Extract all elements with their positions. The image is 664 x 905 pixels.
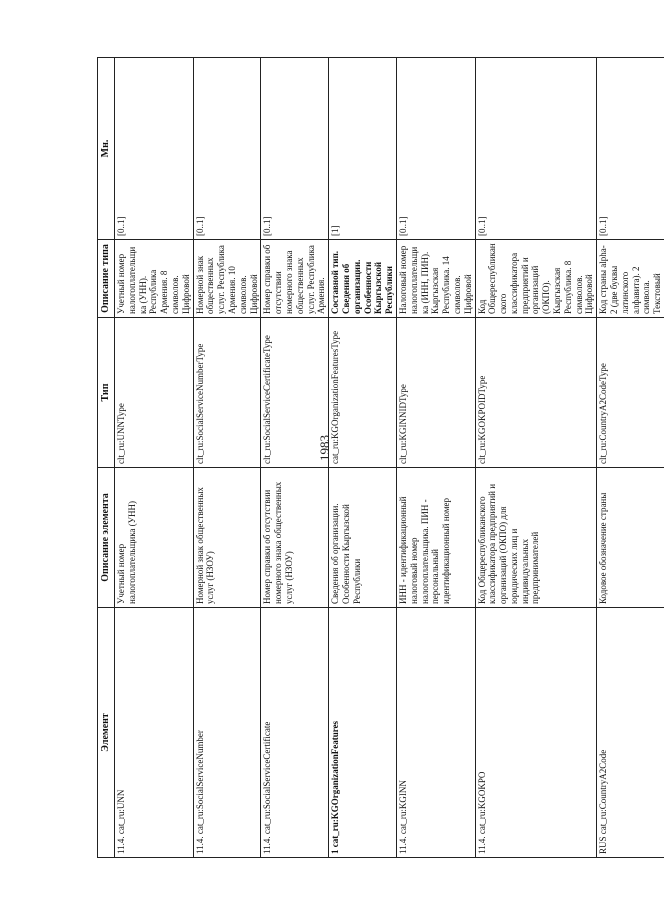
table-row	[475, 57, 597, 857]
cell-multiplicity-text: [0..1]	[262, 216, 273, 236]
cell-element	[597, 608, 664, 858]
cell-element-description	[115, 468, 194, 608]
cell-element-description-text: Номер справки об отсутствии номерного знака общественных услуг (НЗОУ)	[262, 481, 294, 604]
cell-multiplicity	[115, 57, 194, 239]
table-row	[193, 57, 261, 857]
cell-element-description	[261, 468, 329, 608]
cell-multiplicity	[396, 57, 475, 239]
cell-type-description-text: Код страны alpha-2 (две буквы латинского алфавита). 2 символа. Текстовый	[598, 245, 663, 314]
cell-type	[261, 318, 329, 468]
cell-type-description	[115, 240, 194, 318]
header-element: Элемент	[98, 608, 115, 858]
cell-multiplicity	[475, 57, 597, 239]
cell-element-description	[396, 468, 475, 608]
cell-type-description-text: Налоговый номер налогоплательщика (ИНН, ПИН). Кыргызская Республика. 14 символов. Цифровой	[397, 245, 473, 314]
header-type: Тип	[98, 318, 115, 468]
cell-element	[396, 608, 475, 858]
cell-type-text: clt_ru:KGINNIDType	[397, 384, 408, 464]
cell-multiplicity	[329, 57, 397, 239]
cell-type-description	[193, 240, 261, 318]
cell-element-description-text: Учетный номер налогоплательщика (УНН)	[116, 500, 137, 604]
cell-type-description	[261, 240, 329, 318]
table-row	[597, 57, 664, 857]
cell-element-description-text: ИНН - идентификационный налоговый номер налогоплательщика. ПИН - персональный идентификационный номер	[397, 496, 452, 604]
element-name: cat_ru:KGOrganizationFeatures	[330, 720, 341, 848]
cell-type-text: cat_ru:KGOrganizationFeaturesType	[330, 330, 341, 464]
cell-type-text: clt_ru:CountryA2CodeType	[598, 363, 609, 464]
cell-multiplicity-text: [0..1]	[194, 216, 205, 236]
element-level: 11.4.	[397, 836, 408, 854]
cell-multiplicity	[193, 57, 261, 239]
cell-multiplicity-text: [0..1]	[476, 216, 487, 236]
cell-element-description	[475, 468, 597, 608]
cell-type	[597, 318, 664, 468]
cell-element-description-text: Сведения об организации. Особенности Кыргызской Республики	[330, 503, 362, 604]
element-level: RUS	[598, 836, 609, 854]
header-type-description: Описание типа	[98, 240, 115, 318]
element-name: cat_ru:KGINN	[397, 780, 408, 835]
cell-type-description	[396, 240, 475, 318]
cell-type-description-text: Номер справки об отсутствии номерного знака общественных услуг. Республика Армения.	[262, 244, 327, 314]
cell-element-description-text: Код Общереспубликанского классификатора предприятий и организаций (ОКПО) для юридических лиц и индивидуальных предпринимателей	[476, 483, 541, 604]
cell-type-description	[475, 240, 597, 318]
element-name: cat_ru:UNN	[116, 789, 126, 835]
element-name: cat_ru:KGOKPO	[476, 771, 487, 835]
page-number: 1983	[317, 435, 332, 461]
element-level: 11.4.	[476, 836, 487, 854]
cell-type-description-text: Составной тип. Сведения об организации. Особенности Кыргызской Республики	[330, 250, 395, 314]
table-row	[115, 57, 194, 857]
header-multiplicity: Мн.	[98, 57, 115, 239]
cell-multiplicity-text: [0..1]	[116, 216, 126, 236]
cell-multiplicity-text: [0..1]	[598, 216, 609, 236]
cell-type-text: clt_ru:UNNType	[116, 403, 126, 464]
cell-multiplicity	[261, 57, 329, 239]
table-row	[261, 57, 329, 857]
cell-type-text: clt_ru:SocialServiceCertificateType	[262, 335, 273, 464]
cell-multiplicity-text: [1]	[330, 225, 341, 236]
cell-type-description	[597, 240, 664, 318]
element-name: cat_ru:CountryA2Code	[598, 749, 609, 835]
element-level: 11.4.	[116, 836, 126, 854]
cell-element-description-text: Кодовое обозначение страны	[598, 492, 609, 604]
cell-type	[396, 318, 475, 468]
cell-type	[329, 318, 397, 468]
element-name: cat_ru:SocialServiceNumber	[194, 730, 205, 835]
cell-element	[261, 608, 329, 858]
cell-element-description	[597, 468, 664, 608]
cell-multiplicity-text: [0..1]	[397, 216, 408, 236]
cell-type	[115, 318, 194, 468]
cell-type-text: clt_ru:KGOKPOIDType	[476, 375, 487, 464]
cell-type-description	[329, 240, 397, 318]
cell-type-description-text: Код Общереспубликанского классификатора предприятий и организаций (ОКПО). Кыргызская Республика. 8 символов. Цифровой	[476, 243, 595, 314]
element-level: 11.4.	[194, 836, 205, 854]
cell-type	[193, 318, 261, 468]
cell-type-description-text: Учетный номер налогоплательщика (УНН). Республика Армения. 8 символов. Цифровой	[116, 246, 191, 314]
table-row	[329, 57, 397, 857]
cell-element-description-text: Номерной знак общественных услуг (НЗОУ)	[194, 487, 216, 604]
header-element-description: Описание элемента	[98, 468, 115, 608]
cell-element-description	[193, 468, 261, 608]
cell-element	[193, 608, 261, 858]
cell-element	[329, 608, 397, 858]
element-level: 11.4.	[262, 836, 273, 854]
cell-element	[115, 608, 194, 858]
element-name: cat_ru:SocialServiceCertificate	[262, 721, 273, 835]
cell-multiplicity	[597, 57, 664, 239]
element-table	[97, 57, 664, 858]
element-table-container	[97, 58, 663, 858]
cell-element	[475, 608, 597, 858]
element-level: 1	[330, 849, 341, 854]
table-row	[396, 57, 475, 857]
cell-type-description-text: Номерной знак общественных услуг. Республика Армения. 10 символов. Цифровой	[194, 245, 259, 314]
cell-element-description	[329, 468, 397, 608]
cell-type	[475, 318, 597, 468]
table-header-row	[98, 57, 115, 857]
cell-type-text: clt_ru:SocialServiceNumberType	[194, 343, 205, 464]
table-body	[115, 57, 664, 857]
